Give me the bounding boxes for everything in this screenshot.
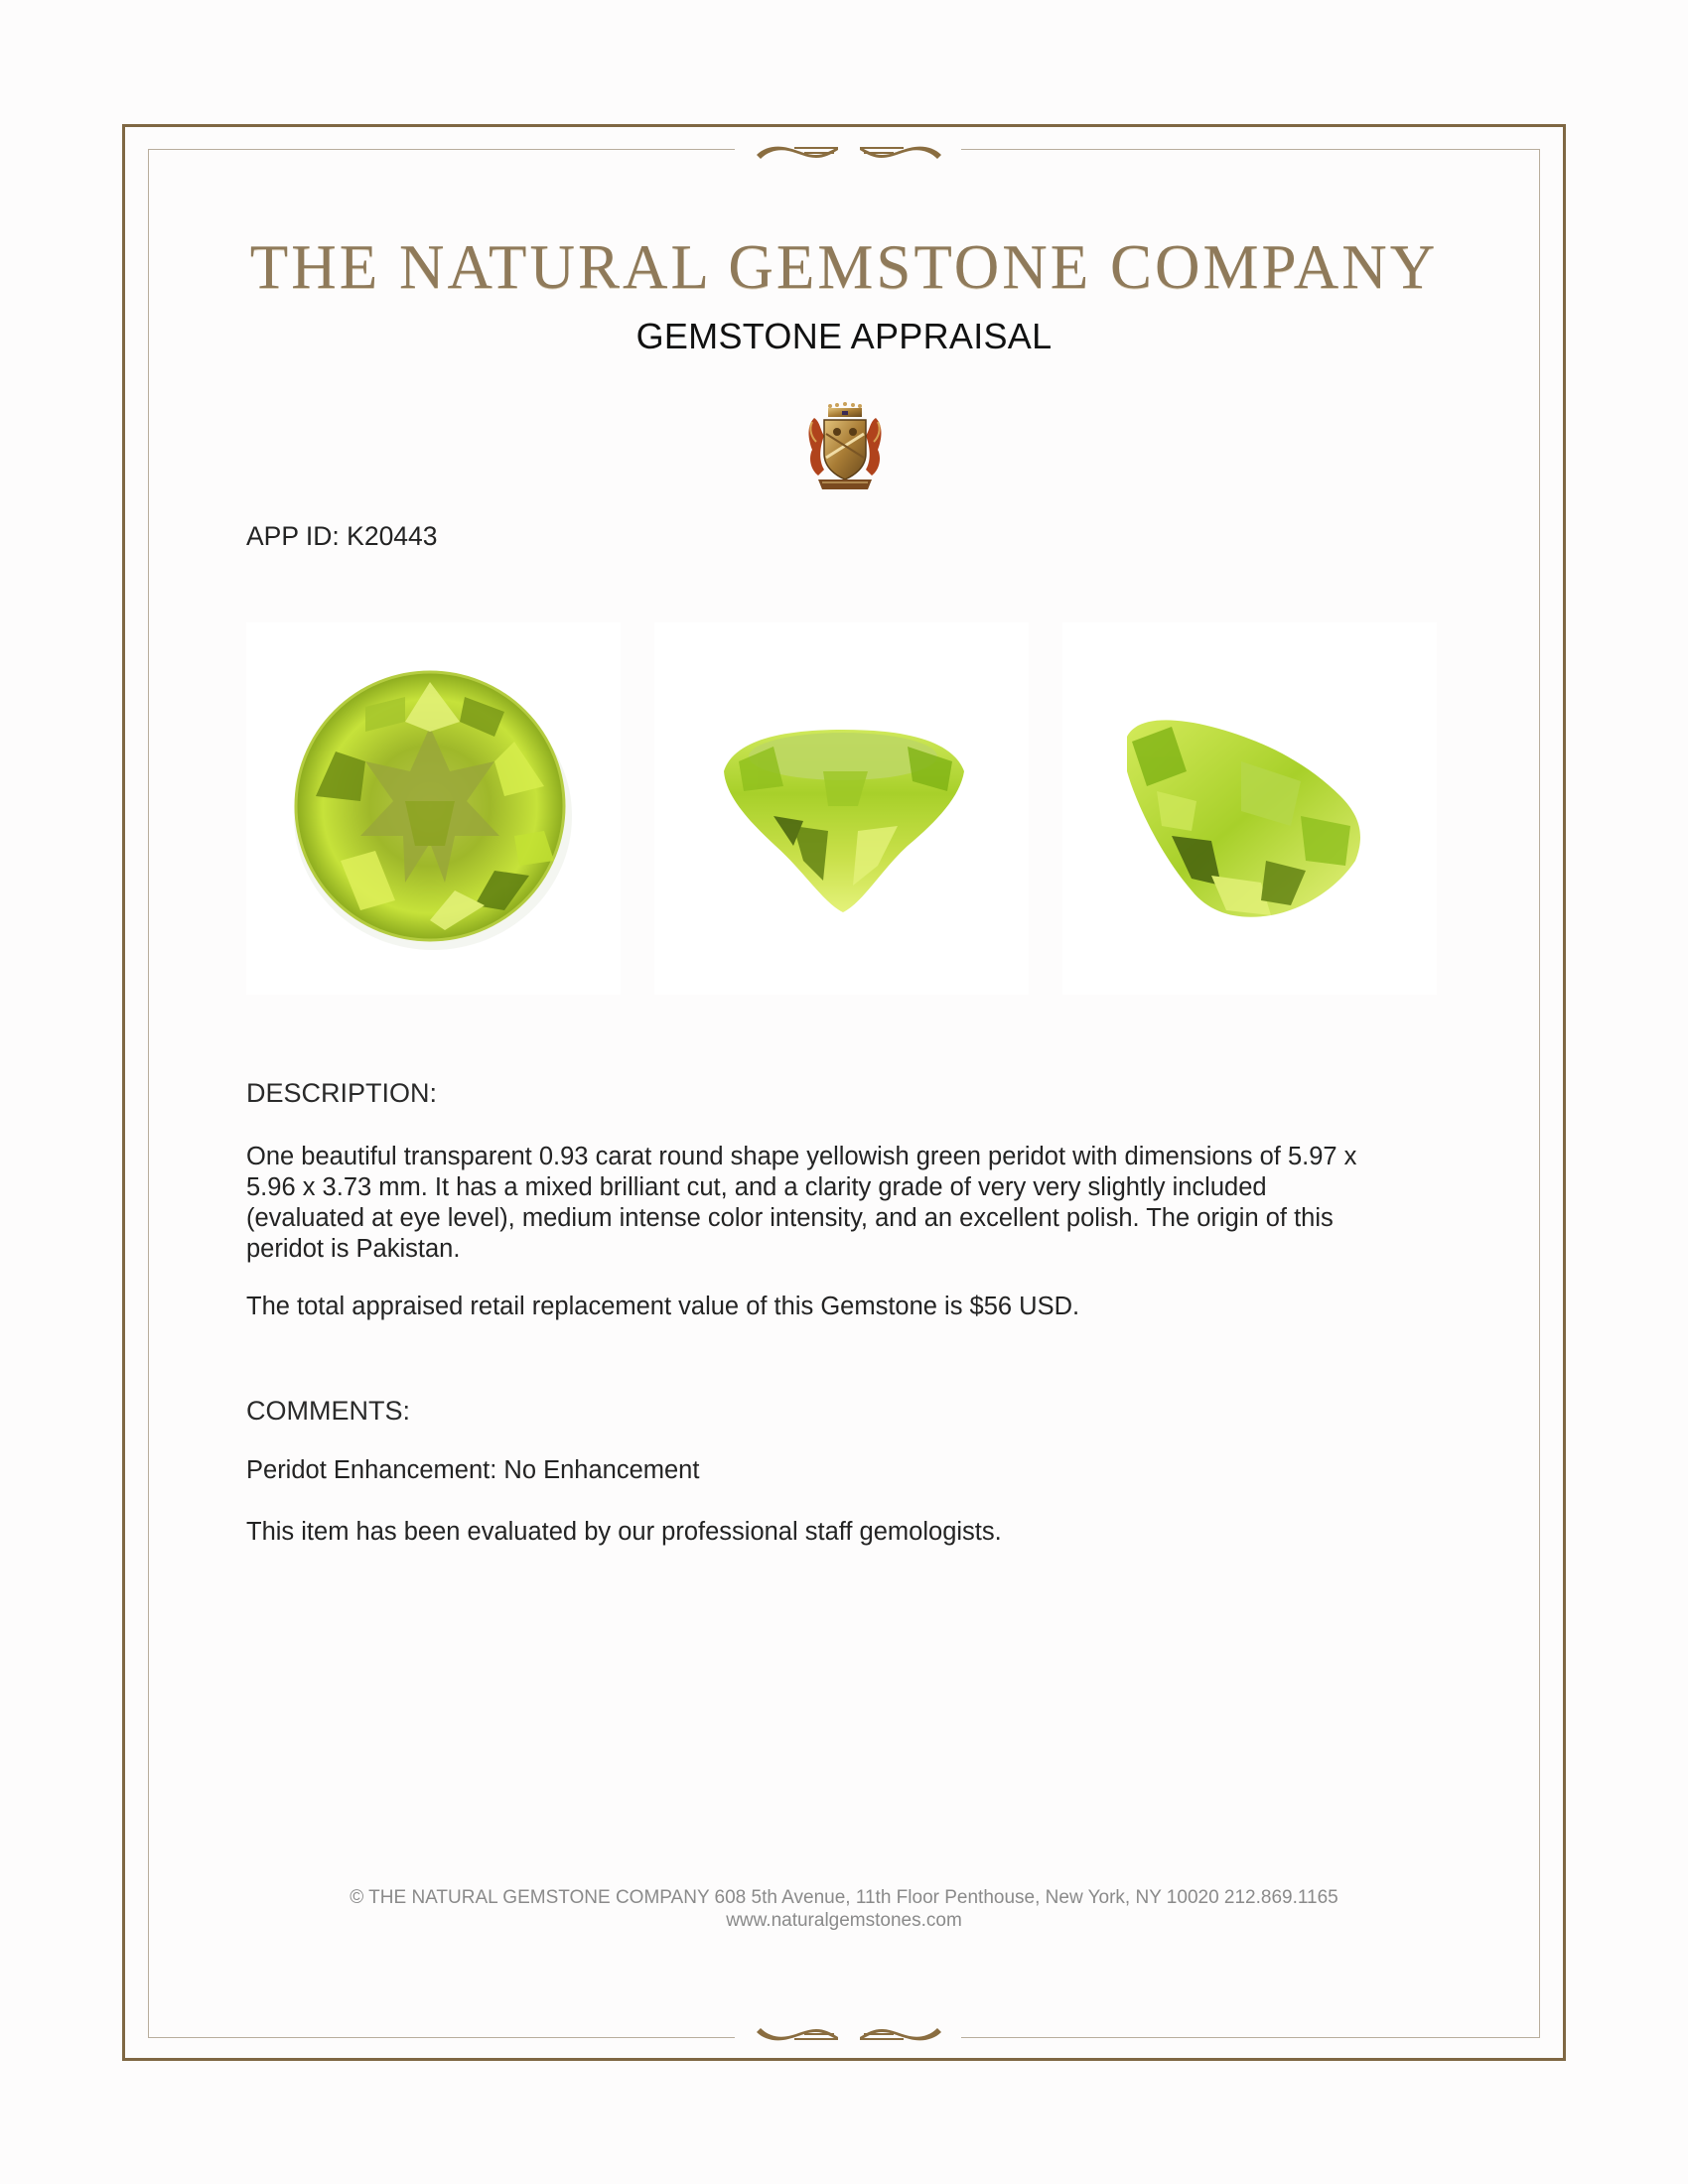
description-line-1: One beautiful transparent 0.93 carat round shape yellowish green peridot with dimensions of 5.97 x bbox=[246, 1143, 1357, 1170]
description-line-3: (evaluated at eye level), medium intense color intensity, and an excellent polish. The origin of this bbox=[246, 1204, 1334, 1232]
footer-address: © THE NATURAL GEMSTONE COMPANY 608 5th Avenue, 11th Floor Penthouse, New York, NY 10020 212.869.1165 bbox=[350, 1887, 1338, 1908]
description-line-2: 5.96 x 3.73 mm. It has a mixed brilliant cut, and a clarity grade of very very slightly included bbox=[246, 1173, 1267, 1201]
company-name: THE NATURAL GEMSTONE COMPANY bbox=[249, 232, 1439, 302]
peridot-side-view-icon bbox=[654, 622, 1029, 995]
bottom-ornament-icon bbox=[755, 2026, 943, 2048]
app-id-label: APP ID: bbox=[246, 521, 340, 551]
peridot-angled-view-icon bbox=[1062, 622, 1437, 995]
gem-image-side-view bbox=[654, 622, 1029, 995]
peridot-top-view-icon bbox=[246, 622, 621, 995]
comments-heading: COMMENTS: bbox=[246, 1396, 410, 1426]
evaluation-note: This item has been evaluated by our professional staff gemologists. bbox=[246, 1518, 1002, 1546]
description-heading: DESCRIPTION: bbox=[246, 1078, 438, 1108]
appraised-value-statement: The total appraised retail replacement value of this Gemstone is $56 USD. bbox=[246, 1293, 1080, 1320]
gem-image-angled-view bbox=[1062, 622, 1437, 995]
app-id bbox=[246, 521, 438, 552]
document-title: GEMSTONE APPRAISAL bbox=[635, 316, 1053, 356]
top-ornament-icon bbox=[755, 139, 943, 161]
app-id-value: K20443 bbox=[347, 521, 438, 551]
gem-image-top-view bbox=[246, 622, 621, 995]
enhancement-comment: Peridot Enhancement: No Enhancement bbox=[246, 1456, 700, 1484]
company-crest-icon bbox=[804, 400, 886, 493]
description-line-4: peridot is Pakistan. bbox=[246, 1235, 461, 1263]
footer-website[interactable]: www.naturalgemstones.com bbox=[726, 1910, 962, 1931]
